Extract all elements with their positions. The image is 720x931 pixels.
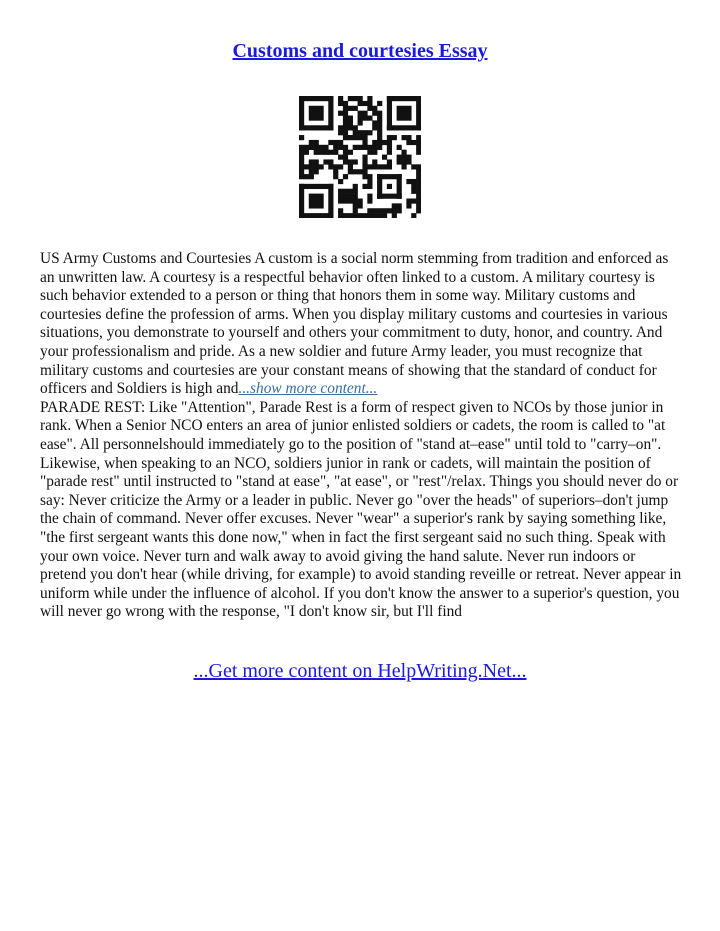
essay-body [40,250,684,622]
qr-code-icon [299,96,421,218]
get-more-content-link[interactable]: ...Get more content on HelpWriting.Net... [193,660,527,682]
essay-paragraph-2: PARADE REST: Like "Attention", Parade Rest is a form of respect given to NCOs by those junior in rank. When a Senior NCO enters an area of junior enlisted soldiers or cadets, the room is called to "at ease". All personnelshould immediately go to the position of "stand at–ease" until told to "carry–on". Likewise, when speaking to an NCO, soldiers junior in rank or cadets, will maintain the position of "parade rest" until instructed to "stand at ease", "at ease", or "rest"/relax. Things you should never do or say: Never criticize the Army or a leader in public. Never go "over the heads" of superiors–don't jump the chain of command. Never offer excuses. Never "wear" a superior's rank by saying something like, "the first sergeant wants this done now," when in fact the first sergeant said no such thing. Speak with your own voice. Never turn and walk away to avoid giving the hand salute. Never run indoors or pretend you don't hear (while driving, for example) to avoid standing reveille or retreat. Never appear in uniform while under the influence of alcohol. If you don't know the answer to a superior's question, you will never go wrong with the response, "I don't know sir, but I'll find [40,398,682,621]
essay-paragraph-1-text: US Army Customs and Courtesies A custom is a social norm stemming from tradition and enforced as an unwritten law. A courtesy is a respectful behavior often linked to a custom. A military courtesy is such behavior extended to a person or thing that honors them in some way. Military customs and courtesies define the profession of arms. When you display military customs and courtesies in various situations, you demonstrate to yourself and others your commitment to duty, honor, and country. And your professionalism and pride. As a new soldier and future Army leader, you must recognize that military customs and courtesies are your constant means of showing that the standard of conduct for officers and Soldiers is high and [40,250,669,398]
document-title[interactable]: Customs and courtesies Essay [232,40,488,62]
essay-paragraph-1 [40,250,684,399]
show-more-link[interactable]: ...show more content... [238,380,378,398]
